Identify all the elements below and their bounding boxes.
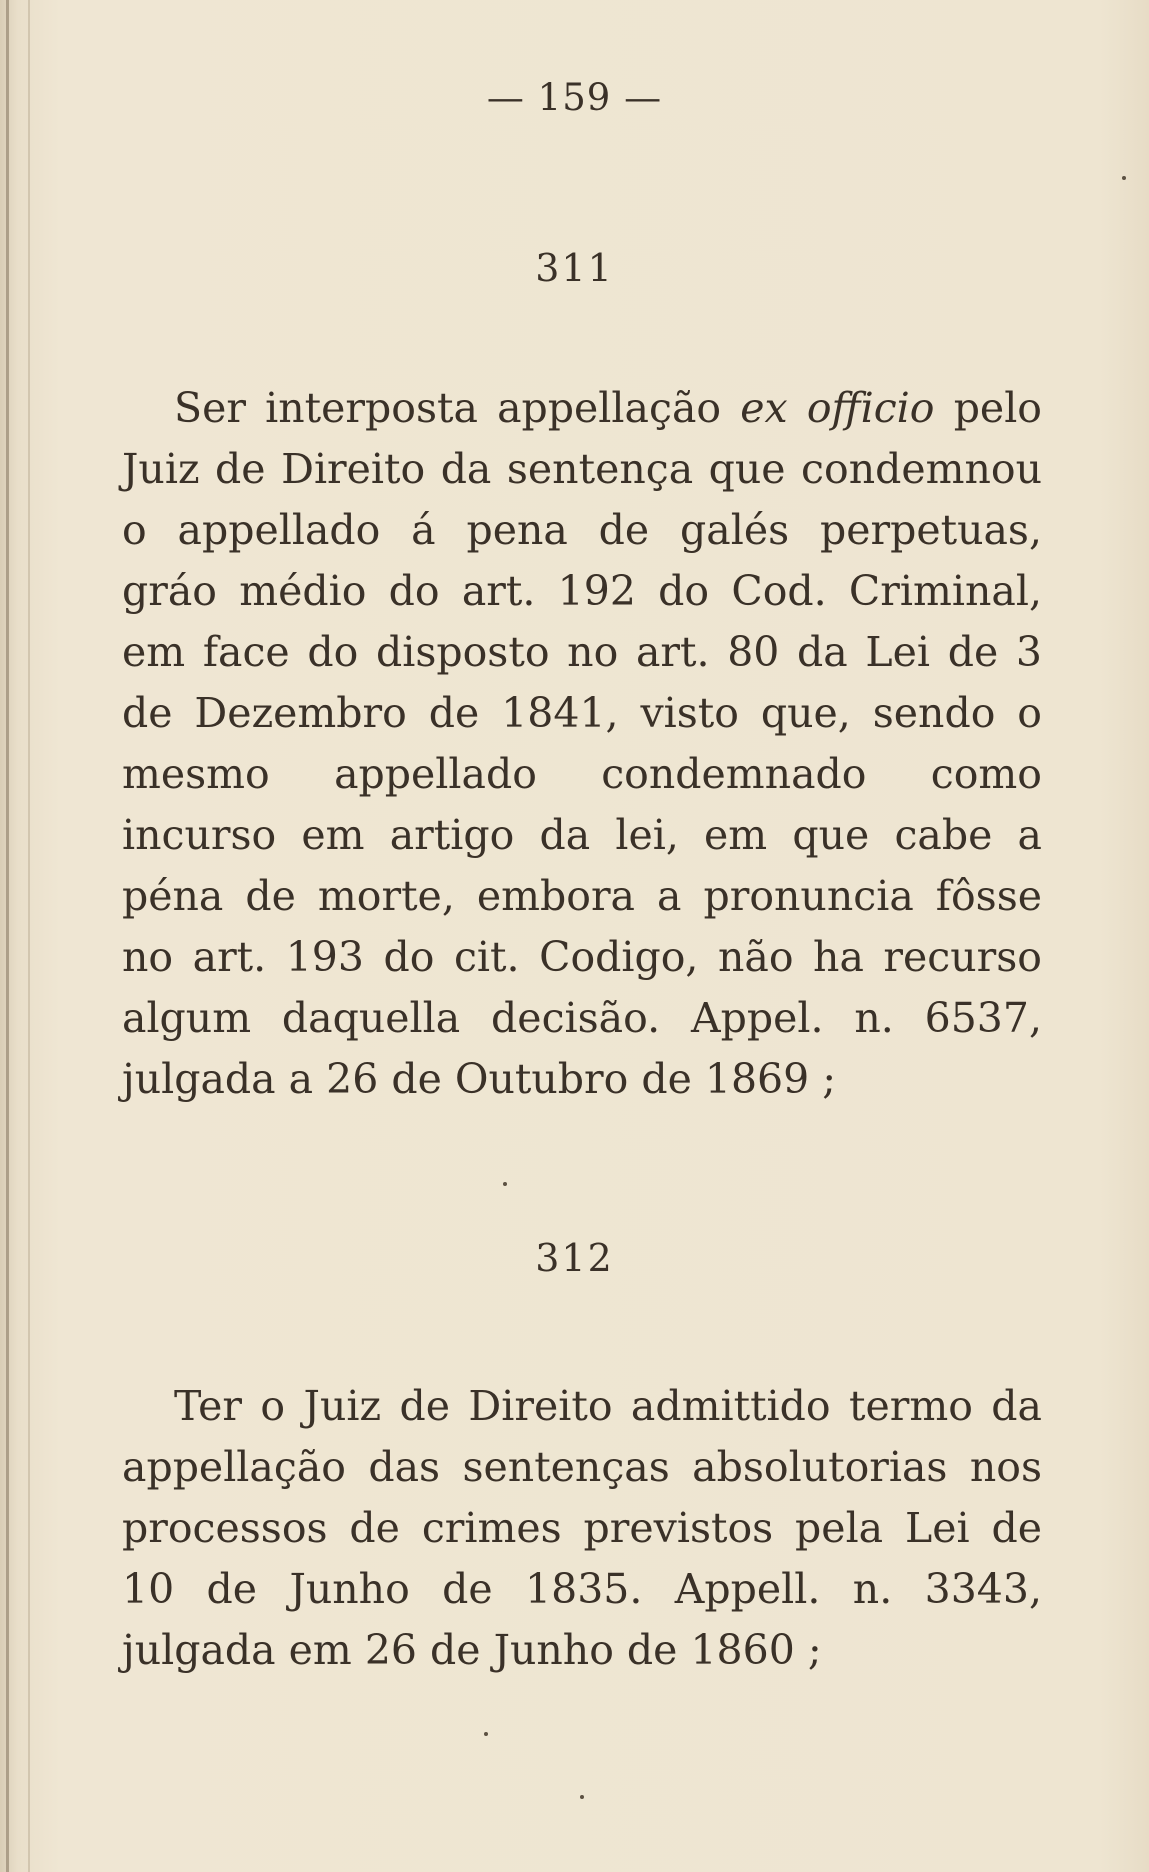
page-number-header: — 159 — — [486, 76, 663, 119]
section-text-311 — [122, 378, 1042, 1110]
paper-speck — [580, 1795, 584, 1799]
section-text-312: Ter o Juiz de Direito admittido termo da appellação das sentenças absolutorias nos processos de crimes previstos pela Lei de 10 de Junho de 1835. Appell. n. 3343, julgada em 26 de Junho de 1860 ; — [122, 1382, 1042, 1674]
section-text-311-part1: Ser interposta appellação — [174, 384, 741, 432]
section-number-312: 312 — [535, 1236, 614, 1280]
section-text-311-italic: ex officio — [740, 384, 935, 432]
section-number-311: 311 — [535, 246, 614, 290]
paper-speck — [484, 1732, 488, 1736]
section-text-311-part2: pelo Juiz de Direito da sentença que condemnou o appellado á pena de galés perpetuas, gráo médio do art. 192 do Cod. Criminal, em face do disposto no art. 80 da Lei de 3 de Dezembro de 1841, visto que, sendo o mesmo appellado condemnado como incurso em artigo da lei, em que cabe a péna de morte, embora a pronuncia fôsse no art. 193 do cit. Codigo, não ha recurso algum daquella decisão. Appel. n. 6537, julgada a 26 de Outubro de 1869 ; — [122, 384, 1042, 1103]
paper-speck — [503, 1182, 507, 1186]
paper-speck — [1122, 176, 1126, 180]
